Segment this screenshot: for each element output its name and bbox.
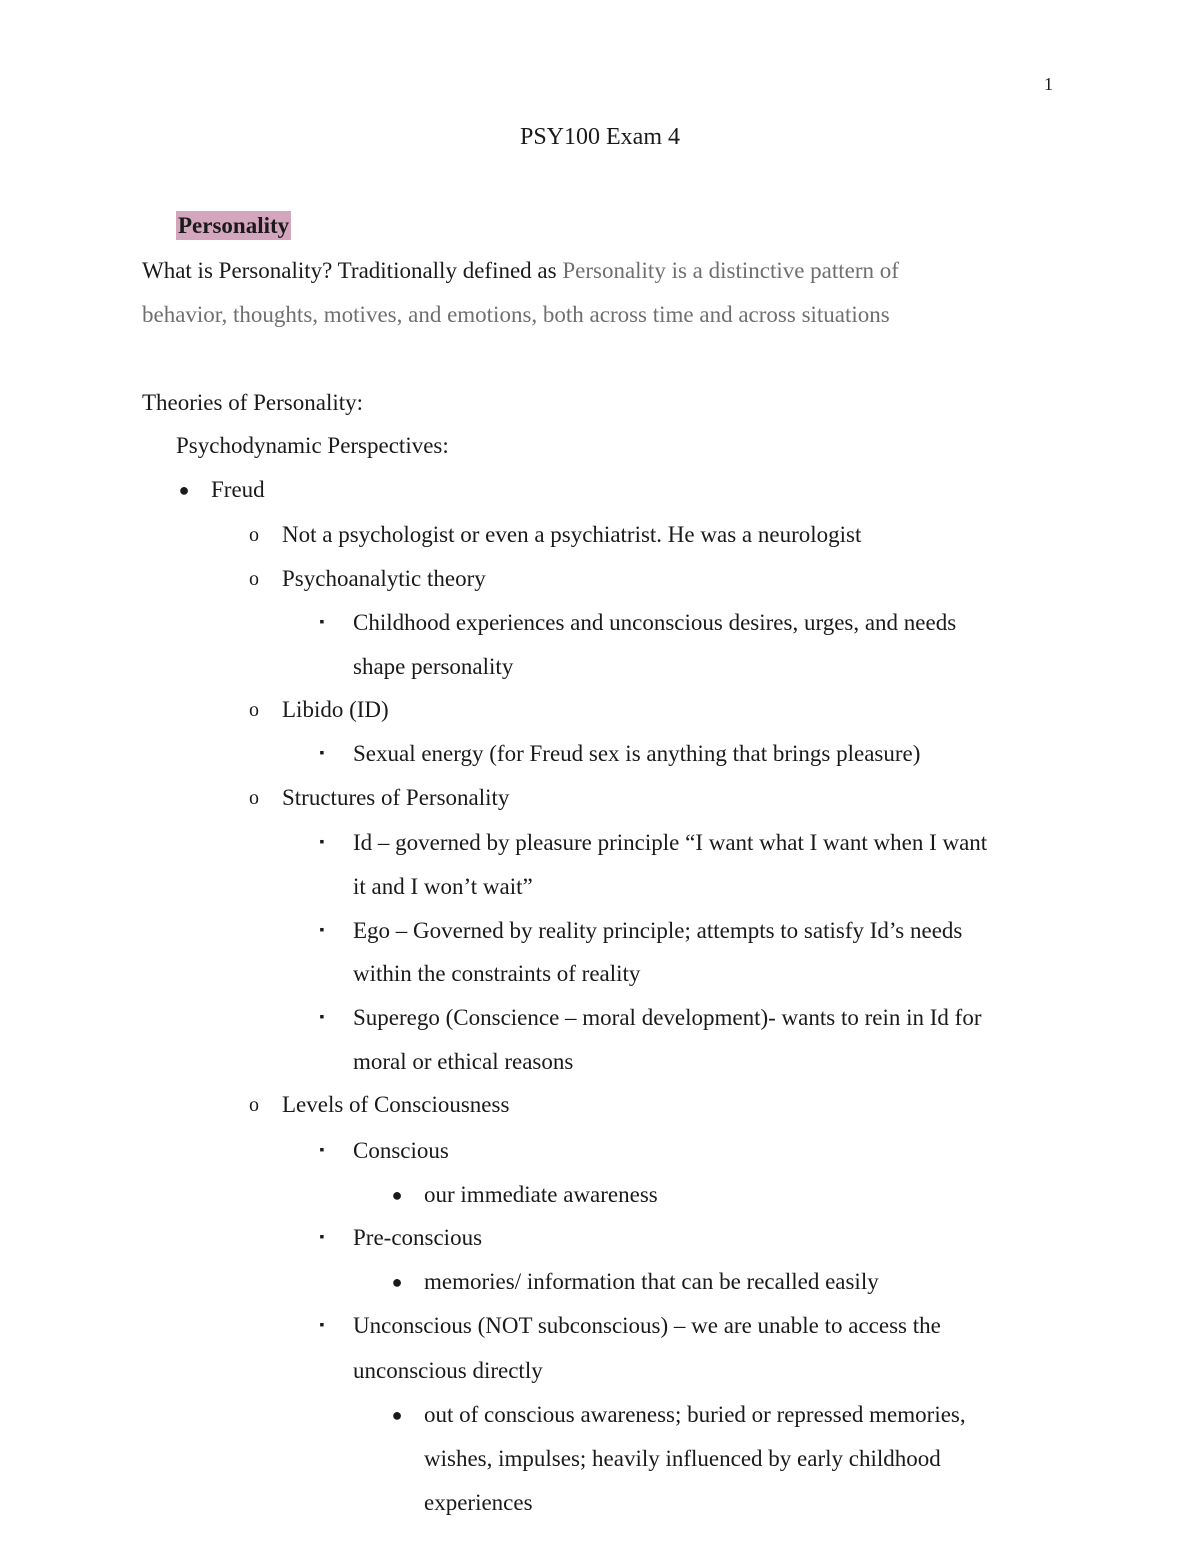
outline-libido-detail: Sexual energy (for Freud sex is anything that brings pleasure) xyxy=(353,741,921,766)
circle-marker: o xyxy=(249,787,259,809)
bullet-marker: ● xyxy=(391,1405,403,1425)
outline-psychoanalytic-detail-1: Childhood experiences and unconscious desires, urges, and needs xyxy=(353,610,957,635)
outline-unconscious-2: unconscious directly xyxy=(353,1358,543,1383)
square-marker: ▪ xyxy=(319,1318,325,1333)
square-marker: ▪ xyxy=(319,923,325,938)
definition-lead: What is Personality? Traditionally defined as xyxy=(142,258,563,283)
square-marker: ▪ xyxy=(319,746,325,761)
bullet-marker: ● xyxy=(391,1272,403,1292)
definition-text-2: behavior, thoughts, motives, and emotions, both across time and across situations xyxy=(142,302,890,327)
section-heading-text: Personality xyxy=(178,213,290,238)
document-title: PSY100 Exam 4 xyxy=(519,124,680,150)
outline-unconscious-detail-1: out of conscious awareness; buried or repressed memories, xyxy=(424,1402,966,1427)
definition-line-1 xyxy=(142,256,899,286)
outline-preconscious-detail: memories/ information that can be recalled easily xyxy=(424,1269,879,1294)
outline-freud: Freud xyxy=(211,477,265,502)
outline-id-1: Id – governed by pleasure principle “I want what I want when I want xyxy=(353,830,988,855)
outline-levels: Levels of Consciousness xyxy=(282,1092,510,1117)
circle-marker: o xyxy=(249,524,259,546)
square-marker: ▪ xyxy=(319,615,325,630)
bullet-marker: ● xyxy=(178,480,190,500)
outline-unconscious-detail-2: wishes, impulses; heavily influenced by early childhood xyxy=(424,1446,941,1471)
outline-ego-1: Ego – Governed by reality principle; attempts to satisfy Id’s needs xyxy=(353,918,963,943)
outline-unconscious-1: Unconscious (NOT subconscious) – we are unable to access the xyxy=(353,1313,941,1338)
psychodynamic-heading: Psychodynamic Perspectives: xyxy=(176,433,449,458)
square-marker: ▪ xyxy=(319,835,325,850)
circle-marker: o xyxy=(249,1094,259,1116)
outline-unconscious-detail-3: experiences xyxy=(424,1490,533,1515)
outline-libido: Libido (ID) xyxy=(282,697,389,722)
section-heading xyxy=(176,211,291,241)
circle-marker: o xyxy=(249,568,259,590)
definition-text-1: Personality is a distinctive pattern of xyxy=(562,258,899,283)
outline-conscious: Conscious xyxy=(353,1138,449,1163)
outline-not-psychologist: Not a psychologist or even a psychiatrist. He was a neurologist xyxy=(282,522,862,547)
outline-psychoanalytic: Psychoanalytic theory xyxy=(282,566,486,591)
outline-structures: Structures of Personality xyxy=(282,785,510,810)
outline-preconscious: Pre-conscious xyxy=(353,1225,483,1250)
square-marker: ▪ xyxy=(319,1010,325,1025)
theories-heading: Theories of Personality: xyxy=(142,390,364,415)
outline-id-2: it and I won’t wait” xyxy=(353,874,533,899)
square-marker: ▪ xyxy=(319,1143,325,1158)
outline-superego-2: moral or ethical reasons xyxy=(353,1049,574,1074)
outline-ego-2: within the constraints of reality xyxy=(353,961,641,986)
square-marker: ▪ xyxy=(319,1230,325,1245)
bullet-marker: ● xyxy=(391,1185,403,1205)
outline-superego-1: Superego (Conscience – moral development)- wants to rein in Id for xyxy=(353,1005,982,1030)
outline-conscious-detail: our immediate awareness xyxy=(424,1182,658,1207)
page-number: 1 xyxy=(1044,74,1053,94)
outline-psychoanalytic-detail-2: shape personality xyxy=(353,654,514,679)
circle-marker: o xyxy=(249,699,259,721)
